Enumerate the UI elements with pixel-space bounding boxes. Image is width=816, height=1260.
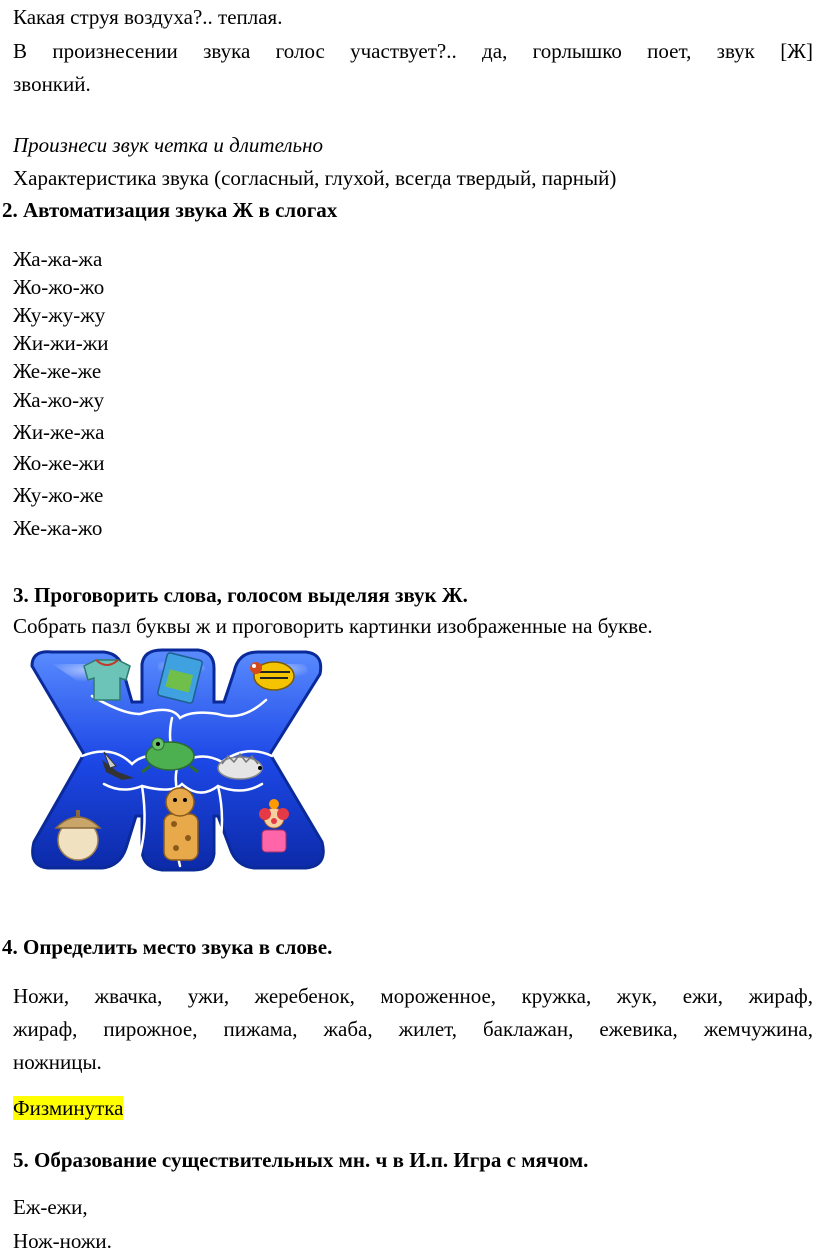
section3-text: Собрать пазл буквы ж и проговорить картинки изображенные на букве. [13,614,653,638]
intro-para2-line1: В произнесении звука голос участвует?.. да, горлышко поет, звук [Ж] [13,39,813,63]
syllable-line: Жу-жо-же [13,483,104,507]
intro-para2-line2: звонкий. [13,72,91,96]
section4-words-paragraph [13,980,813,1079]
instruction-text: Произнеси звук четка и длительно [13,133,323,157]
syllable-line: Жа-жа-жа [13,247,103,271]
section5-heading: 5. Образование существительных мн. ч в И.п. Игра с мячом. [13,1148,589,1172]
syllable-line: Жи-же-жа [13,420,105,444]
sound-characteristic: Характеристика звука (согласный, глухой, всегда твердый, парный) [13,166,617,190]
syllable-line: Жу-жу-жу [13,303,106,327]
section5-example1: Еж-ежи, [13,1195,88,1219]
giraffe-picture [164,788,198,860]
puzzle-letter-zh-image [22,644,332,876]
intro-paragraph-2 [13,35,813,101]
syllable-line: Жо-же-жи [13,451,105,475]
syllable-line: Жо-жо-жо [13,275,105,299]
syllable-line: Же-же-же [13,359,102,383]
syllable-line: Жи-жи-жи [13,331,109,355]
syllable-line: Же-жа-жо [13,516,103,540]
section4-words-line2: жираф, пирожное, пижама, жаба, жилет, баклажан, ежевика, жемчужина, [13,1017,813,1041]
intro-line1: Какая струя воздуха?.. теплая. [13,5,283,29]
fizminutka-highlight: Физминутка [13,1096,124,1120]
section4-heading: 4. Определить место звука в слове. [2,935,333,959]
section4-words-line3: ножницы. [13,1050,102,1074]
syllable-line: Жа-жо-жу [13,388,105,412]
section3-heading: 3. Проговорить слова, голосом выделяя звук Ж. [13,583,468,607]
section5-example2: Нож-ножи. [13,1229,112,1253]
fizminutka-label [13,1094,123,1122]
section4-words-line1: Ножи, жвачка, ужи, жеребенок, мороженное, кружка, жук, ежи, жираф, [13,984,813,1008]
section2-heading: 2. Автоматизация звука Ж в слогах [2,198,338,222]
